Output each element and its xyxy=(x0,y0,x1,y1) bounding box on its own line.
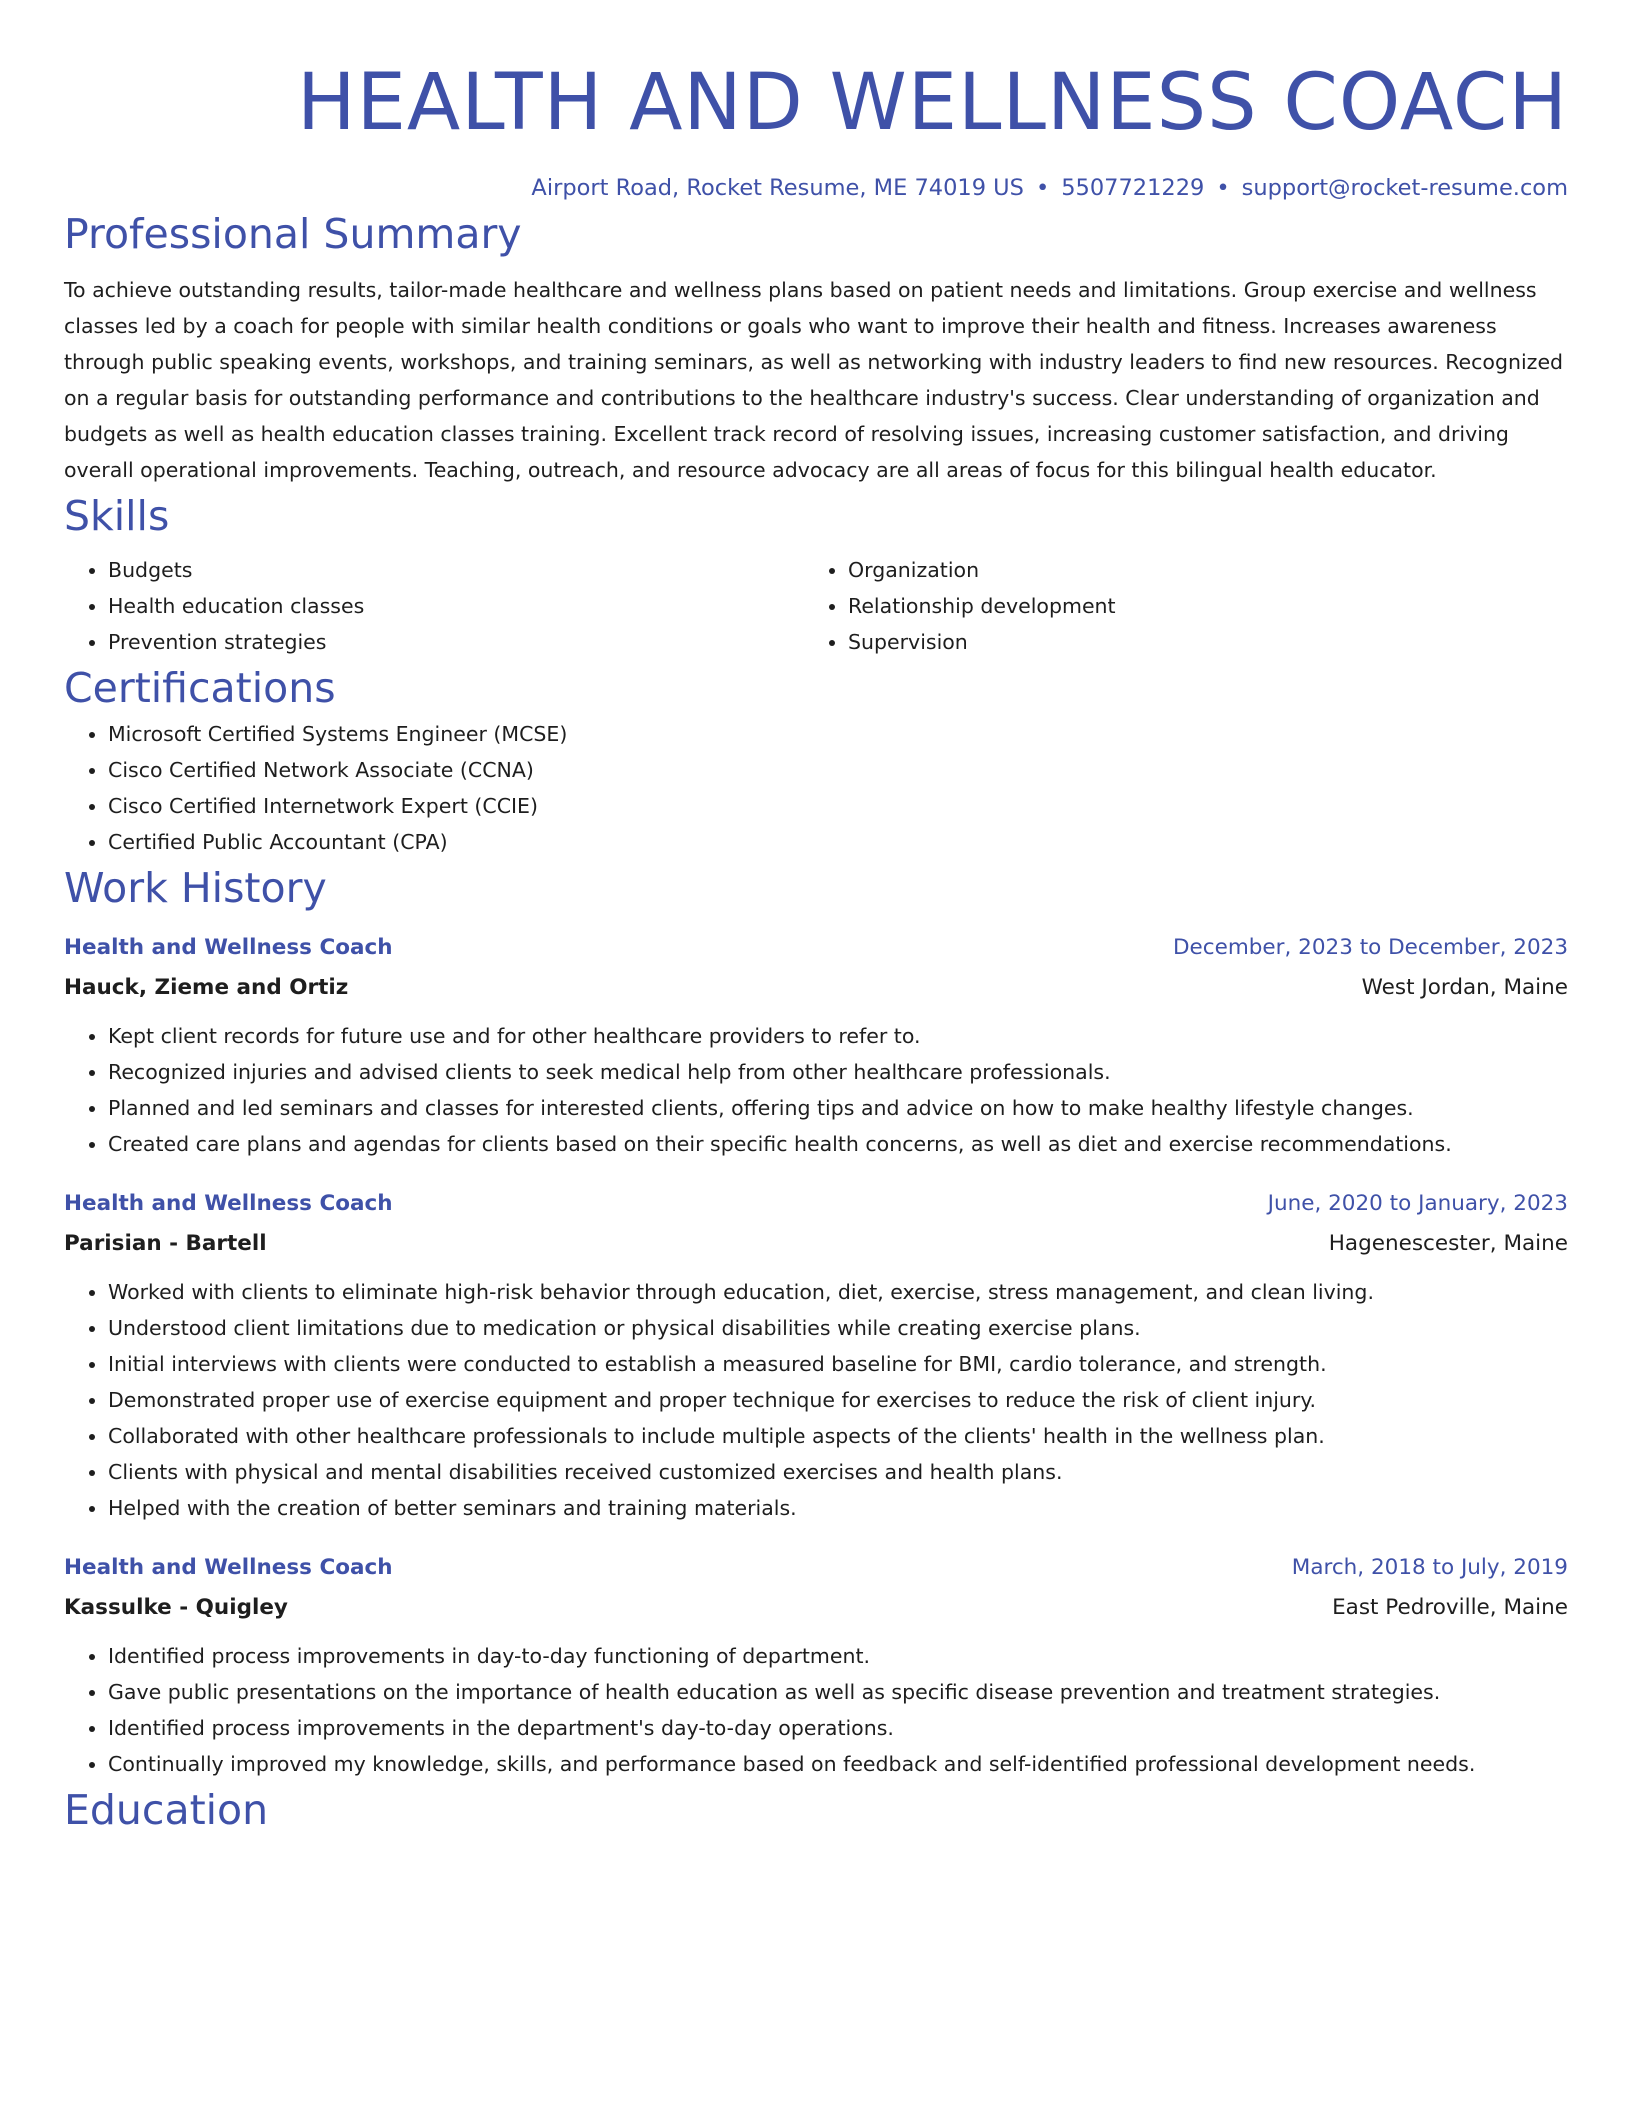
contact-separator: • xyxy=(1216,175,1230,201)
job-bullet: • Continually improved my knowledge, skills, and performance based on feedback and self-identified professional development needs. xyxy=(108,1746,1568,1782)
job-bullet: • Helped with the creation of better seminars and training materials. xyxy=(108,1490,1568,1526)
job-bullet: • Demonstrated proper use of exercise equipment and proper technique for exercises to reduce the risk of client injury. xyxy=(108,1382,1568,1418)
education-heading: Education xyxy=(64,1786,269,1834)
job-bullet: • Understood client limitations due to medication or physical disabilities while creating exercise plans. xyxy=(108,1310,1568,1346)
job-location: Hagenescester, Maine xyxy=(1328,1231,1568,1256)
job-entry xyxy=(64,1548,1568,1782)
skills-list-left xyxy=(64,552,804,660)
job-company: Parisian - Bartell xyxy=(64,1231,267,1256)
job-bullet: • Identified process improvements in day-to-day functioning of department. xyxy=(108,1638,1568,1674)
certification-item: • Microsoft Certified Systems Engineer (MCSE) xyxy=(108,716,1568,752)
job-bullets xyxy=(64,1018,1568,1162)
job-title: Health and Wellness Coach xyxy=(64,935,393,960)
job-bullet: • Recognized injuries and advised clients to seek medical help from other healthcare professionals. xyxy=(108,1054,1568,1090)
job-subheader xyxy=(64,1224,1568,1264)
contact-email[interactable]: support@rocket-resume.com xyxy=(1241,175,1568,201)
job-company: Hauck, Zieme and Ortiz xyxy=(64,975,349,1000)
certifications-list xyxy=(64,716,1568,860)
job-location: West Jordan, Maine xyxy=(1361,975,1568,1000)
job-dates: December, 2023 to December, 2023 xyxy=(1173,935,1568,960)
summary-text: To achieve outstanding results, tailor-made healthcare and wellness plans based on patient needs and limitations. Group exercise and wellness classes led by a coach for people with similar health conditions or goals who want to improve their health and fitness. Increases awareness through public speaking events, workshops, and training seminars, as well as networking with industry leaders to find new resources. Recognized on a regular basis for outstanding performance and contributions to the healthcare industry's success. Clear understanding of organization and budgets as well as health education classes training. Excellent track record of resolving issues, increasing customer satisfaction, and driving overall operational improvements. Teaching, outreach, and resource advocacy are all areas of focus for this bilingual health educator. xyxy=(64,278,1564,482)
job-bullets xyxy=(64,1638,1568,1782)
skill-item: • Health education classes xyxy=(108,588,804,624)
contact-line xyxy=(64,170,1568,206)
skill-item: • Organization xyxy=(848,552,1568,588)
skill-item: • Relationship development xyxy=(848,588,1568,624)
certification-item: • Cisco Certified Internetwork Expert (CCIE) xyxy=(108,788,1568,824)
summary-heading: Professional Summary xyxy=(64,210,522,258)
job-dates: March, 2018 to July, 2019 xyxy=(1291,1555,1568,1580)
job-bullet: • Collaborated with other healthcare professionals to include multiple aspects of the clients' health in the wellness plan. xyxy=(108,1418,1568,1454)
job-header xyxy=(64,1184,1568,1224)
job-bullets xyxy=(64,1274,1568,1526)
certifications-heading: Certifications xyxy=(64,664,336,712)
contact-separator: • xyxy=(1035,175,1050,201)
resume-title: HEALTH AND WELLNESS COACH xyxy=(296,58,1568,148)
job-dates: June, 2020 to January, 2023 xyxy=(1267,1191,1568,1216)
certification-item: • Certified Public Accountant (CPA) xyxy=(108,824,1568,860)
job-subheader xyxy=(64,1588,1568,1628)
job-title: Health and Wellness Coach xyxy=(64,1191,393,1216)
job-entry xyxy=(64,1184,1568,1526)
job-bullet: • Identified process improvements in the department's day-to-day operations. xyxy=(108,1710,1568,1746)
skill-item: • Prevention strategies xyxy=(108,624,804,660)
job-entry xyxy=(64,928,1568,1162)
skills-heading: Skills xyxy=(64,492,170,540)
job-bullet: • Clients with physical and mental disabilities received customized exercises and health plans. xyxy=(108,1454,1568,1490)
job-location: East Pedroville, Maine xyxy=(1332,1595,1568,1620)
skills-list-right xyxy=(804,552,1568,660)
skill-item: • Budgets xyxy=(108,552,804,588)
job-header xyxy=(64,1548,1568,1588)
job-bullet: • Worked with clients to eliminate high-risk behavior through education, diet, exercise, stress management, and clean living. xyxy=(108,1274,1568,1310)
job-bullet: • Initial interviews with clients were conducted to establish a measured baseline for BMI, cardio tolerance, and strength. xyxy=(108,1346,1568,1382)
skill-item: • Supervision xyxy=(848,624,1568,660)
contact-phone: 5507721229 xyxy=(1061,175,1205,201)
job-bullet: • Gave public presentations on the importance of health education as well as specific disease prevention and treatment strategies. xyxy=(108,1674,1568,1710)
contact-address: Airport Road, Rocket Resume, ME 74019 US xyxy=(531,175,1024,201)
job-company: Kassulke - Quigley xyxy=(64,1595,288,1620)
job-header xyxy=(64,928,1568,968)
certification-item: • Cisco Certified Network Associate (CCNA) xyxy=(108,752,1568,788)
work-history-heading: Work History xyxy=(64,864,327,912)
job-title: Health and Wellness Coach xyxy=(64,1555,393,1580)
job-bullet: • Planned and led seminars and classes for interested clients, offering tips and advice on how to make healthy lifestyle changes. xyxy=(108,1090,1568,1126)
job-subheader xyxy=(64,968,1568,1008)
job-bullet: • Created care plans and agendas for clients based on their specific health concerns, as well as diet and exercise recommendations. xyxy=(108,1126,1568,1162)
skills-grid xyxy=(64,552,1568,660)
job-bullet: • Kept client records for future use and for other healthcare providers to refer to. xyxy=(108,1018,1568,1054)
